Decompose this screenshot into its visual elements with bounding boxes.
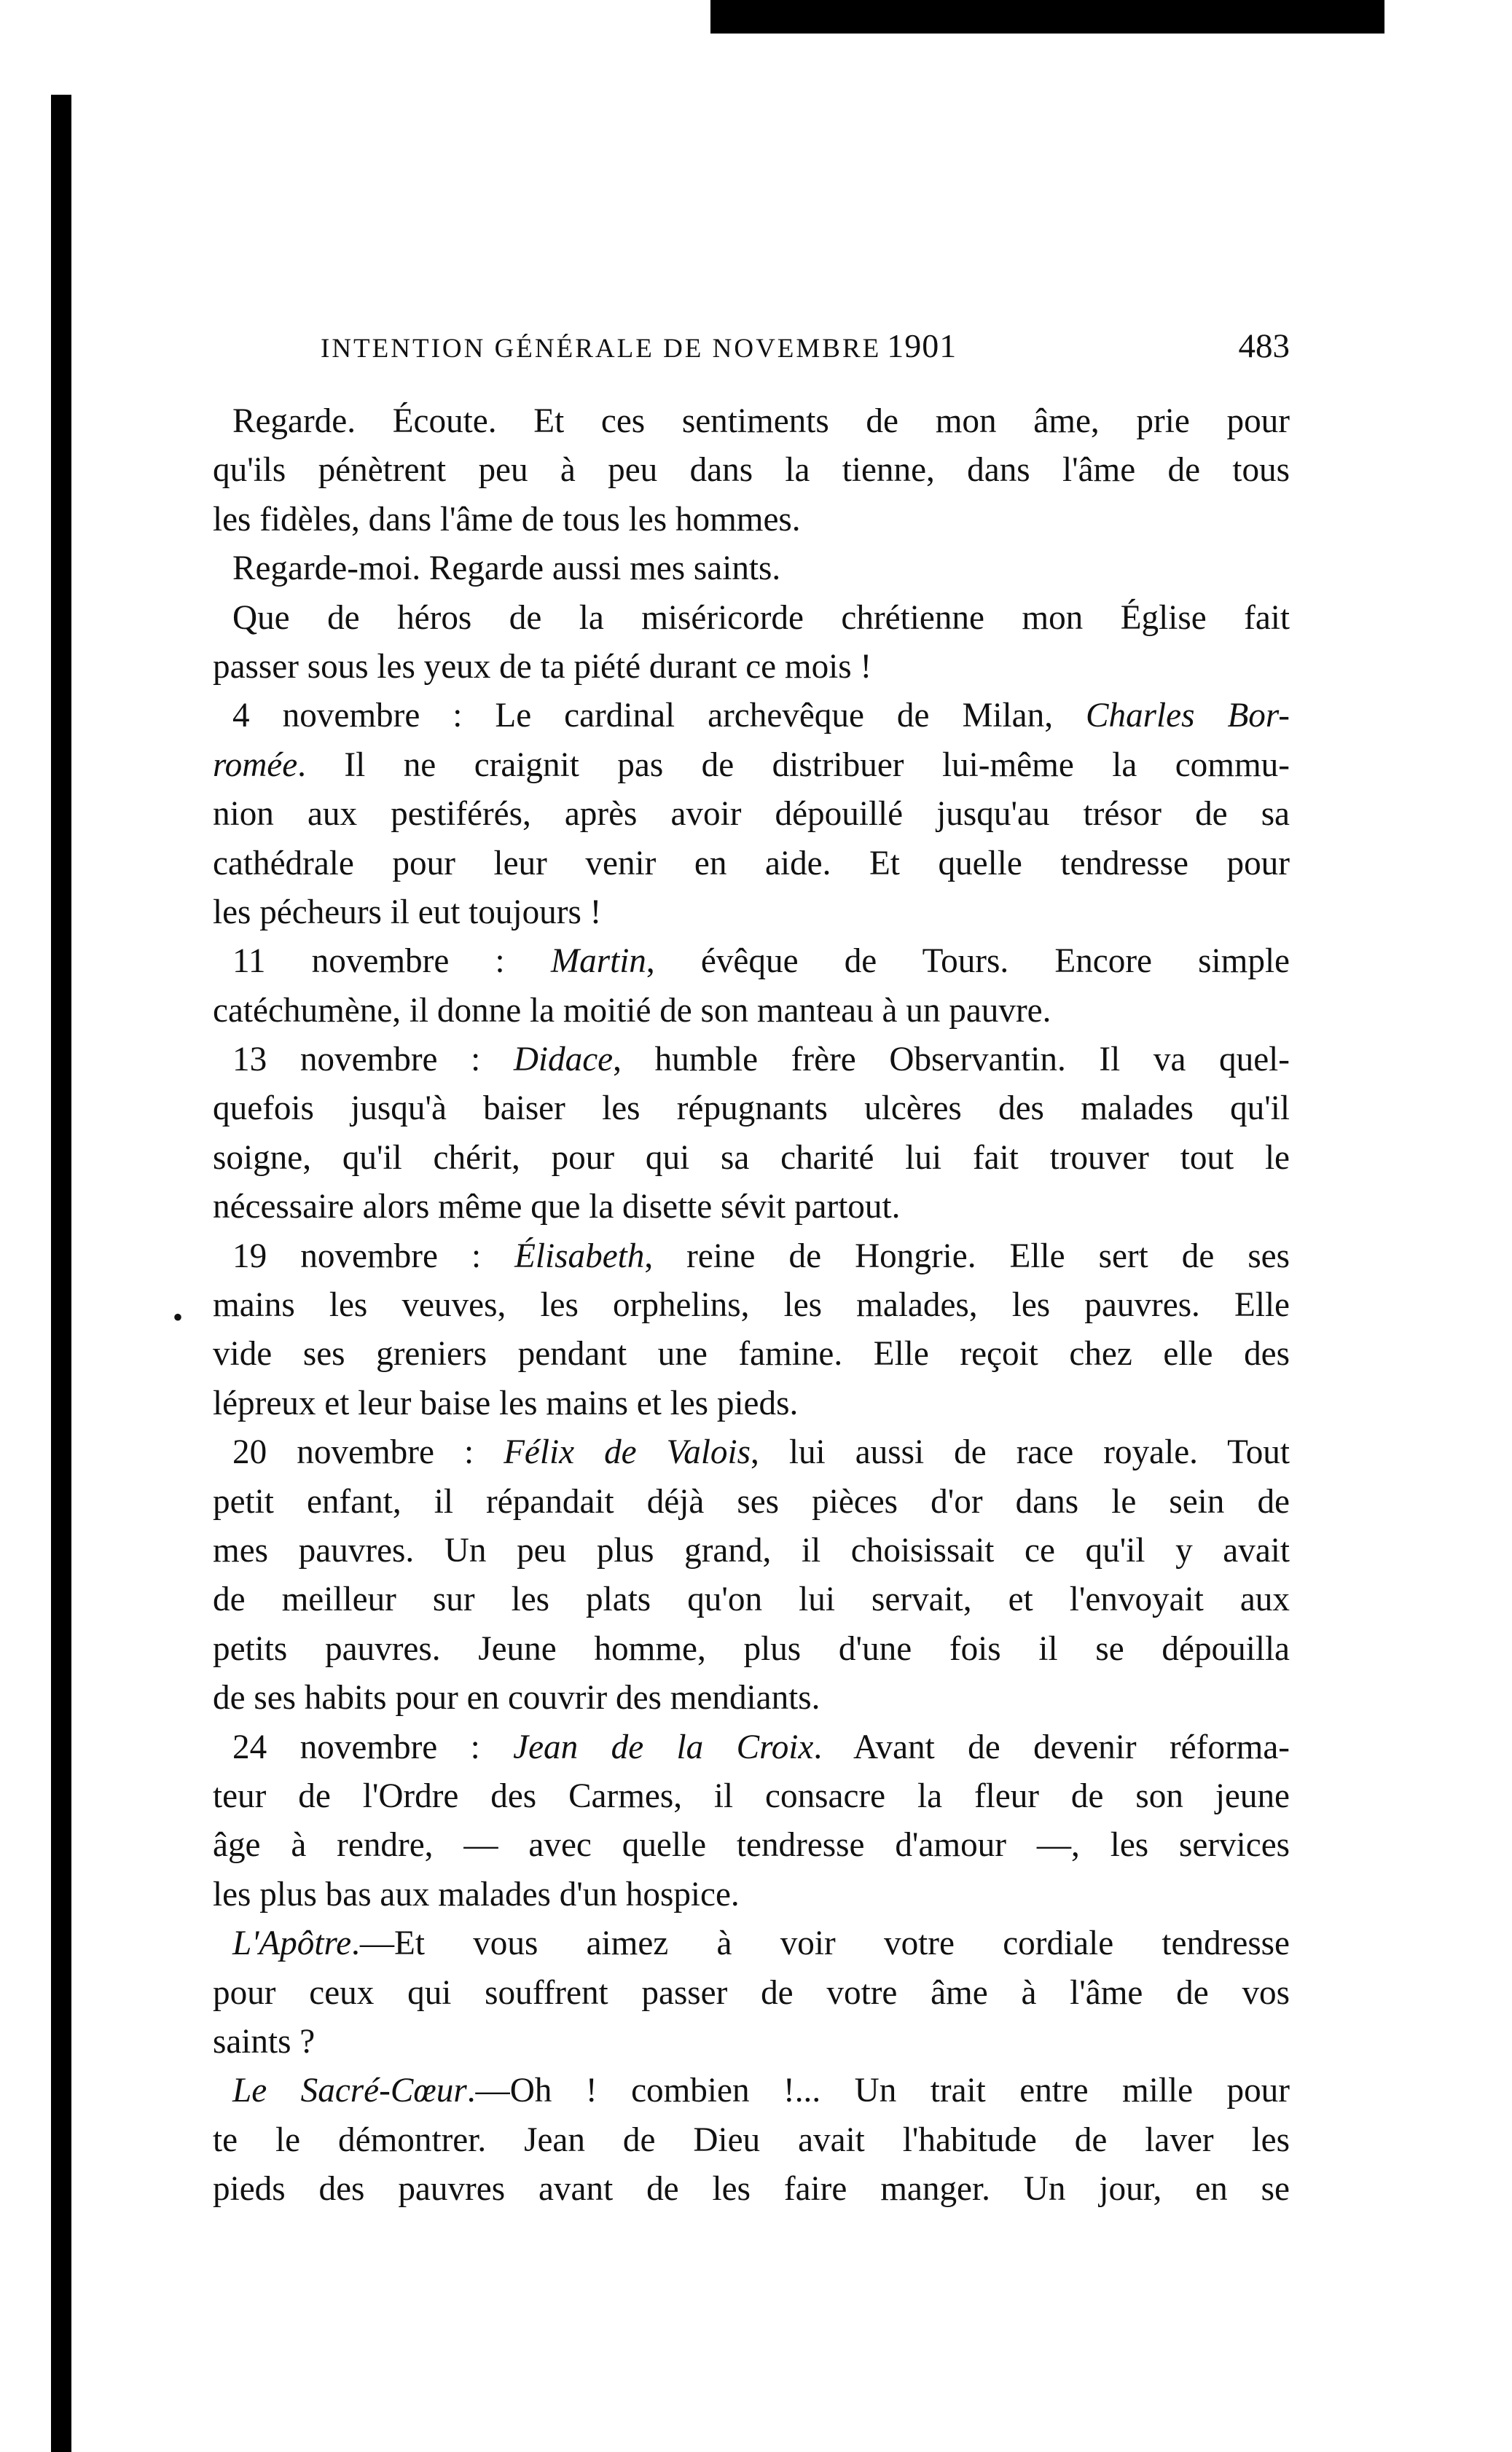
margin-mark: • xyxy=(173,1301,184,1333)
running-head xyxy=(321,321,957,375)
text-line: de ses habits pour en couvrir des mendiants. xyxy=(213,1679,820,1717)
text-line: 20 novembre : Félix de Valois, lui aussi de race royale. Tout xyxy=(232,1433,1290,1472)
italic-name: Le Sacré-Cœur xyxy=(232,2072,467,2110)
text-line: les pécheurs il eut toujours ! xyxy=(213,893,602,931)
text-line: cathédrale pour leur venir en aide. Et quelle tendresse pour xyxy=(213,844,1290,882)
text-line: passer sous les yeux de ta piété durant ce mois ! xyxy=(213,647,872,686)
text-line: L'Apôtre.—Et vous aimez à voir votre cordiale tendresse xyxy=(232,1924,1290,1963)
italic-name: Didace xyxy=(513,1041,614,1079)
scan-edge-left-bar xyxy=(51,95,71,2452)
italic-name: Félix de Valois xyxy=(504,1433,751,1472)
text-line: 4 novembre : Le cardinal archevêque de Milan, Charles Bor- xyxy=(232,697,1290,735)
text-line: petit enfant, il répandait déjà ses pièces d'or dans le sein de xyxy=(213,1482,1290,1521)
scan-edge-top-line xyxy=(710,29,1384,34)
text-line: 19 novembre : Élisabeth, reine de Hongrie. Elle sert de ses xyxy=(232,1237,1290,1275)
text-line: mes pauvres. Un peu plus grand, il choisissait ce qu'il y avait xyxy=(213,1531,1290,1570)
text-line: pieds des pauvres avant de les faire manger. Un jour, en se xyxy=(213,2170,1290,2209)
text-line: romée. Il ne craignit pas de distribuer lui-même la commu- xyxy=(213,745,1290,784)
text-line: Que de héros de la miséricorde chrétienne mon Église fait xyxy=(232,598,1290,637)
scan-edge-top-bar xyxy=(710,0,1384,32)
text-line: 24 novembre : Jean de la Croix. Avant de devenir réforma- xyxy=(232,1728,1290,1766)
text-line: te le démontrer. Jean de Dieu avait l'habitude de laver les xyxy=(213,2120,1290,2159)
text-line: petits pauvres. Jeune homme, plus d'une fois il se dépouilla xyxy=(213,1629,1290,1668)
italic-name: Martin xyxy=(550,942,646,981)
page-number: 483 xyxy=(1238,327,1290,365)
text-line: de meilleur sur les plats qu'on lui servait, et l'envoyait aux xyxy=(213,1581,1290,1619)
text-line: mains les veuves, les orphelins, les malades, les pauvres. Elle xyxy=(213,1286,1290,1325)
text-line: nécessaire alors même que la disette sévit partout. xyxy=(213,1188,901,1226)
text-line: nion aux pestiférés, après avoir dépouillé jusqu'au trésor de sa xyxy=(213,795,1290,834)
italic-name: L'Apôtre xyxy=(232,1924,352,1963)
text-line: saints ? xyxy=(213,2022,316,2061)
italic-name: Élisabeth xyxy=(514,1237,645,1275)
text-line: quefois jusqu'à baiser les répugnants ulcères des malades qu'il xyxy=(213,1089,1290,1128)
text-line: 13 novembre : Didace, humble frère Observantin. Il va quel- xyxy=(232,1041,1290,1079)
text-line: les plus bas aux malades d'un hospice. xyxy=(213,1875,740,1914)
text-line: Regarde-moi. Regarde aussi mes saints. xyxy=(232,549,781,588)
text-line: Regarde. Écoute. Et ces sentiments de mon âme, prie pour xyxy=(232,402,1290,440)
text-line: catéchumène, il donne la moitié de son manteau à un pauvre. xyxy=(213,991,1051,1030)
text-line: âge à rendre, — avec quelle tendresse d'amour —, les services xyxy=(213,1826,1290,1865)
text-line: vide ses greniers pendant une famine. Elle reçoit chez elle des xyxy=(213,1335,1290,1374)
italic-name: Charles Bor- xyxy=(1086,697,1290,735)
text-line: qu'ils pénètrent peu à peu dans la tienne, dans l'âme de tous xyxy=(213,451,1290,490)
text-line: pour ceux qui souffrent passer de votre âme à l'âme de vos xyxy=(213,1973,1290,2012)
text-line: soigne, qu'il chérit, pour qui sa charité lui fait trouver tout le xyxy=(213,1138,1290,1177)
running-head-title: INTENTION GÉNÉRALE DE NOVEMBRE xyxy=(321,334,882,364)
body-text xyxy=(213,397,1290,2214)
text-line: lépreux et leur baise les mains et les pieds. xyxy=(213,1384,799,1422)
running-head-year: 1901 xyxy=(887,327,957,364)
text-line: 11 novembre : Martin, évêque de Tours. Encore simple xyxy=(232,942,1290,981)
italic-name: Jean de la Croix xyxy=(513,1728,814,1766)
text-line: Le Sacré-Cœur.—Oh ! combien !... Un trait entre mille pour xyxy=(232,2072,1290,2110)
text-line: teur de l'Ordre des Carmes, il consacre la fleur de son jeune xyxy=(213,1777,1290,1815)
text-line: les fidèles, dans l'âme de tous les hommes. xyxy=(213,500,801,538)
italic-name: romée xyxy=(213,745,298,784)
page-header xyxy=(321,321,1290,372)
